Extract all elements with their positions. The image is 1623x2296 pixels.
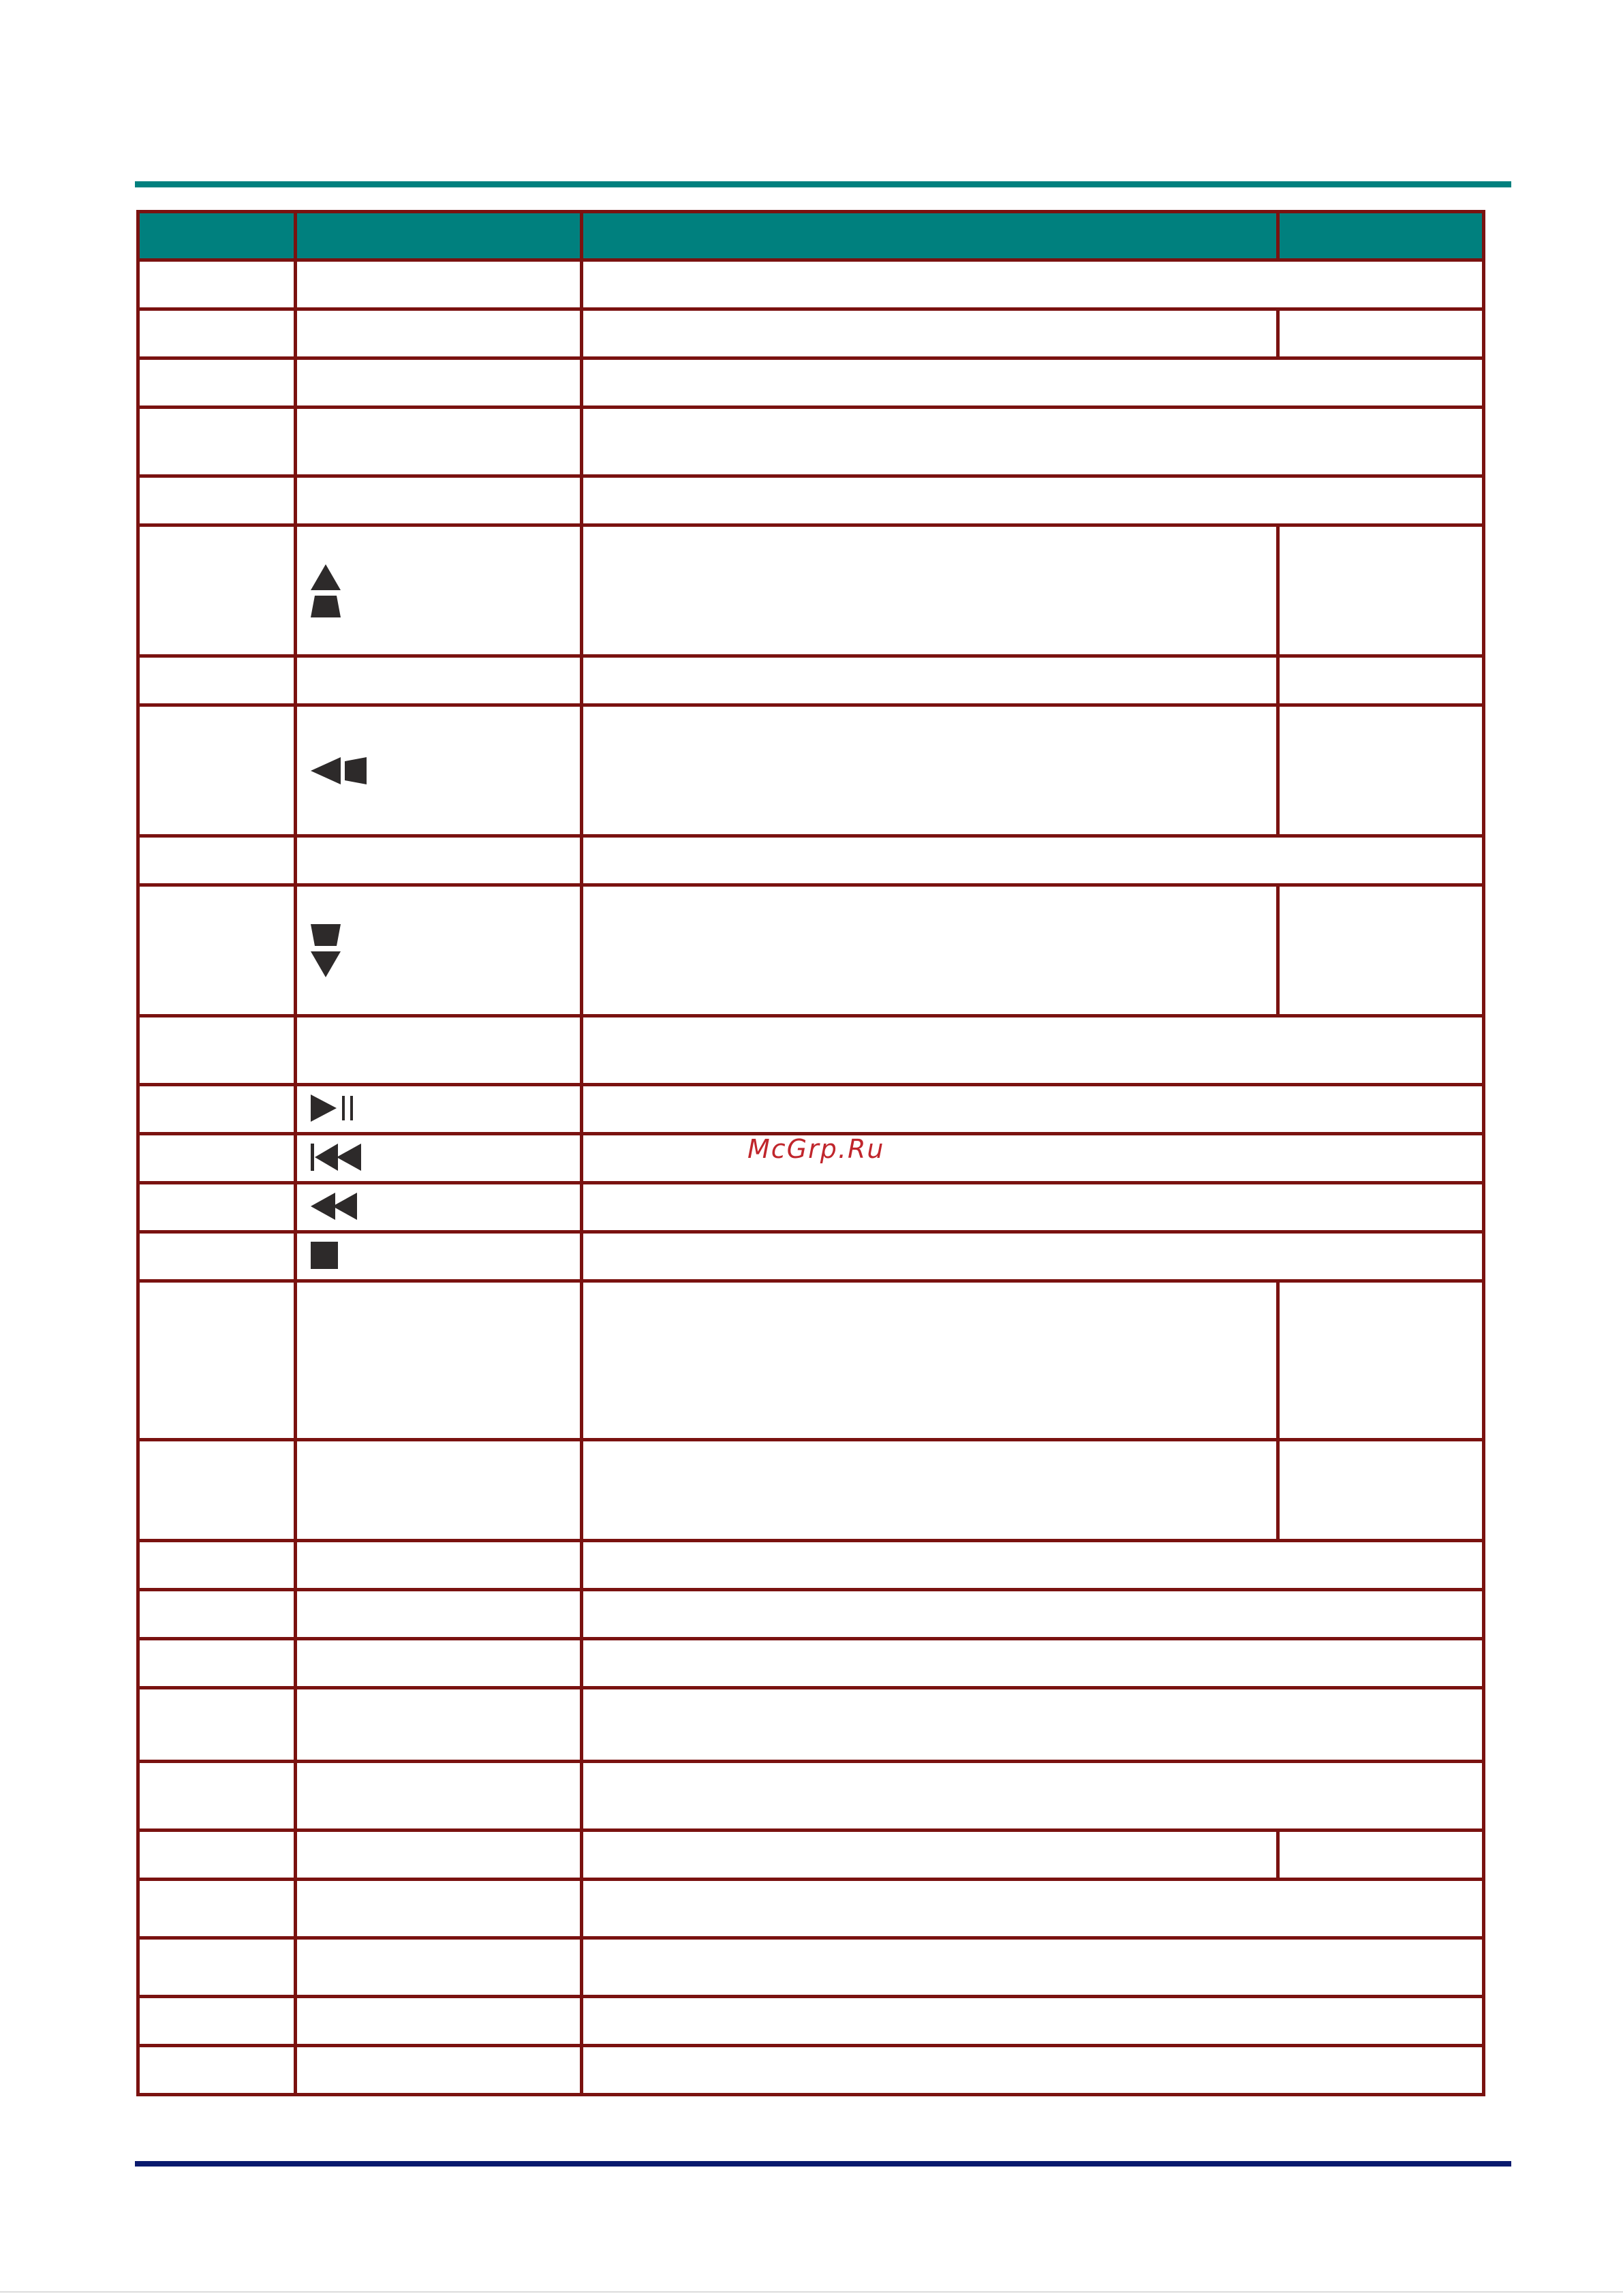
skip-back-icon — [311, 1144, 362, 1171]
table-header-row — [138, 212, 1484, 260]
table-row — [138, 1281, 1484, 1440]
top-rule — [135, 181, 1511, 187]
table-row — [138, 1085, 1484, 1134]
stop-icon — [311, 1242, 338, 1269]
table-row — [138, 1688, 1484, 1762]
table-row — [138, 408, 1484, 476]
table-row — [138, 1639, 1484, 1688]
table-row — [138, 836, 1484, 885]
table-row — [138, 1880, 1484, 1938]
table-row — [138, 1016, 1484, 1085]
triangle-left-icon — [311, 757, 341, 784]
trapezoid-up-icon — [311, 596, 341, 617]
table-row — [138, 260, 1484, 309]
table-row — [138, 1938, 1484, 1997]
header-cell — [138, 212, 296, 260]
table-row — [138, 1997, 1484, 2046]
table-row — [138, 309, 1484, 358]
bottom-rule — [135, 2161, 1511, 2167]
trapezoid-left-icon — [345, 757, 372, 784]
left-icon-group — [311, 757, 580, 784]
table-row — [138, 476, 1484, 525]
table-row — [138, 525, 1484, 656]
table-row — [138, 656, 1484, 705]
header-cell — [296, 212, 582, 260]
table-row — [138, 1232, 1484, 1281]
page-down-icon-group — [311, 924, 580, 977]
rewind-icon — [311, 1193, 358, 1220]
table-row — [138, 1183, 1484, 1232]
table-row — [138, 705, 1484, 836]
scan-edge — [0, 2291, 1623, 2293]
table-row — [138, 358, 1484, 408]
page-up-icon-group — [311, 564, 580, 617]
table-row — [138, 1831, 1484, 1880]
triangle-down-icon — [311, 951, 341, 977]
table-row — [138, 885, 1484, 1016]
header-cell — [582, 212, 1278, 260]
watermark: McGrp.Ru — [747, 1134, 885, 1164]
table-row — [138, 1440, 1484, 1541]
triangle-up-icon — [311, 564, 341, 590]
play-pause-icon — [311, 1095, 356, 1122]
table-row — [138, 1541, 1484, 1590]
table-row — [138, 1590, 1484, 1639]
table-row — [138, 2046, 1484, 2095]
header-cell — [1278, 212, 1484, 260]
trapezoid-down-icon — [311, 924, 341, 946]
table-row — [138, 1762, 1484, 1831]
